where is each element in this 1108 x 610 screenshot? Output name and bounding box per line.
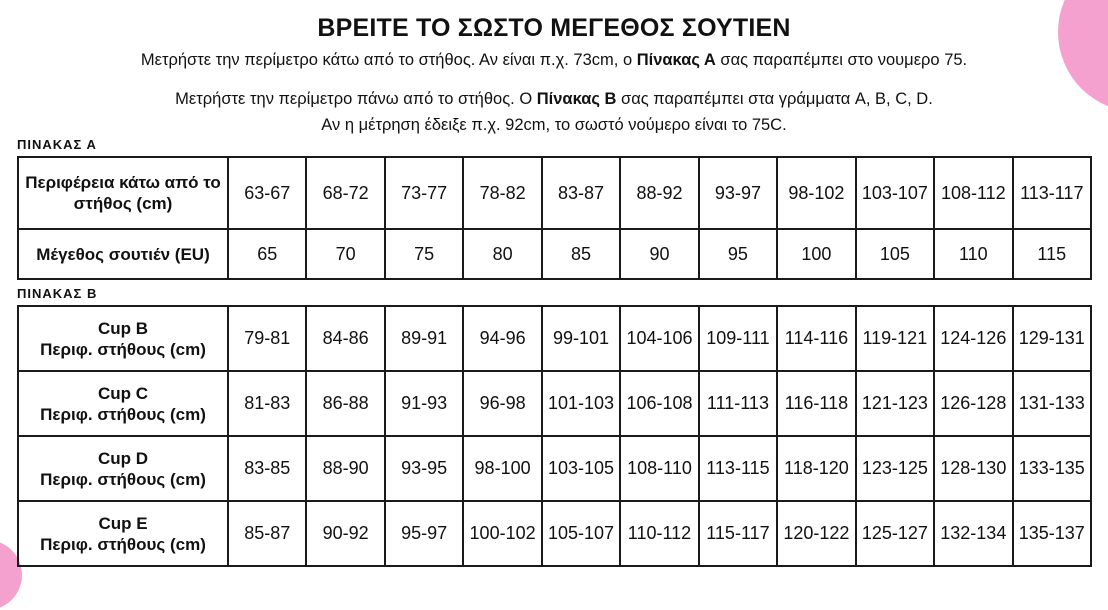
table-cell: 83-85	[228, 436, 306, 501]
table-cell: 95	[699, 229, 777, 279]
table-cell: 98-100	[463, 436, 541, 501]
table-row	[18, 157, 1091, 229]
table-cell: 113-117	[1013, 157, 1091, 229]
instruction-text: σας παραπέμπει στο νουμερο 75.	[715, 51, 968, 69]
table-cell: 128-130	[934, 436, 1012, 501]
cup-sublabel: Περιφ. στήθους (cm)	[40, 404, 206, 424]
table-cell: 88-92	[620, 157, 698, 229]
table-cell: 94-96	[463, 306, 541, 371]
table-cell: 110	[934, 229, 1012, 279]
table-b	[17, 305, 1092, 567]
table-cell: 101-103	[542, 371, 620, 436]
cup-sublabel: Περιφ. στήθους (cm)	[40, 534, 206, 554]
table-cell: 88-90	[306, 436, 384, 501]
table-cell: 131-133	[1013, 371, 1091, 436]
table-cell: 65	[228, 229, 306, 279]
row-header	[18, 501, 228, 566]
table-row	[18, 371, 1091, 436]
row-header	[18, 436, 228, 501]
table-cell: 105-107	[542, 501, 620, 566]
table-cell: 120-122	[777, 501, 855, 566]
table-cell: 100-102	[463, 501, 541, 566]
table-cell: 73-77	[385, 157, 463, 229]
table-cell: 93-95	[385, 436, 463, 501]
table-cell: 95-97	[385, 501, 463, 566]
row-header	[18, 306, 228, 371]
instruction-line-2	[0, 90, 1108, 109]
cup-label: Cup D	[97, 448, 149, 468]
table-cell: 83-87	[542, 157, 620, 229]
table-cell: 90	[620, 229, 698, 279]
cup-label: Cup B	[97, 318, 149, 338]
table-cell: 70	[306, 229, 384, 279]
table-row	[18, 229, 1091, 279]
table-cell: 103-107	[856, 157, 934, 229]
table-cell: 104-106	[620, 306, 698, 371]
cup-label: Cup C	[97, 383, 149, 403]
table-a-reference: Πίνακας Α	[636, 51, 716, 69]
table-cell: 119-121	[856, 306, 934, 371]
table-cell: 116-118	[777, 371, 855, 436]
table-cell: 123-125	[856, 436, 934, 501]
instruction-text: σας παραπέμπει στα γράμματα A, B, C, D.	[616, 90, 933, 108]
instruction-line-1	[0, 51, 1108, 70]
table-cell: 91-93	[385, 371, 463, 436]
table-cell: 118-120	[777, 436, 855, 501]
row-header: Περιφέρεια κάτω από το στήθος (cm)	[18, 157, 228, 229]
cup-sublabel: Περιφ. στήθους (cm)	[40, 469, 206, 489]
table-cell: 103-105	[542, 436, 620, 501]
table-cell: 135-137	[1013, 501, 1091, 566]
table-cell: 125-127	[856, 501, 934, 566]
table-cell: 106-108	[620, 371, 698, 436]
table-cell: 108-110	[620, 436, 698, 501]
table-cell: 109-111	[699, 306, 777, 371]
table-b-reference: Πίνακας Β	[536, 90, 617, 108]
table-row	[18, 501, 1091, 566]
table-cell: 80	[463, 229, 541, 279]
table-cell: 111-113	[699, 371, 777, 436]
table-row	[18, 436, 1091, 501]
table-b-label: ΠΙΝΑΚΑΣ Β	[17, 286, 98, 301]
table-cell: 114-116	[777, 306, 855, 371]
table-cell: 105	[856, 229, 934, 279]
table-cell: 113-115	[699, 436, 777, 501]
table-cell: 68-72	[306, 157, 384, 229]
table-cell: 124-126	[934, 306, 1012, 371]
table-cell: 96-98	[463, 371, 541, 436]
table-a-label: ΠΙΝΑΚΑΣ Α	[17, 137, 97, 152]
table-cell: 100	[777, 229, 855, 279]
table-cell: 93-97	[699, 157, 777, 229]
table-cell: 79-81	[228, 306, 306, 371]
table-cell: 78-82	[463, 157, 541, 229]
table-cell: 85	[542, 229, 620, 279]
cup-label: Cup E	[98, 513, 148, 533]
table-cell: 115	[1013, 229, 1091, 279]
table-cell: 75	[385, 229, 463, 279]
table-cell: 84-86	[306, 306, 384, 371]
row-header	[18, 371, 228, 436]
table-cell: 133-135	[1013, 436, 1091, 501]
table-cell: 90-92	[306, 501, 384, 566]
row-header: Μέγεθος σουτιέν (EU)	[18, 229, 228, 279]
instruction-text: Μετρήστε την περίμετρο πάνω από το στήθος. Ο	[175, 90, 537, 108]
table-cell: 86-88	[306, 371, 384, 436]
cup-sublabel: Περιφ. στήθους (cm)	[40, 339, 206, 359]
table-cell: 129-131	[1013, 306, 1091, 371]
table-cell: 108-112	[934, 157, 1012, 229]
table-cell: 81-83	[228, 371, 306, 436]
table-cell: 126-128	[934, 371, 1012, 436]
table-cell: 98-102	[777, 157, 855, 229]
table-cell: 89-91	[385, 306, 463, 371]
page-title: ΒΡΕΙΤΕ ΤΟ ΣΩΣΤΟ ΜΕΓΕΘΟΣ ΣΟΥΤΙΕΝ	[317, 14, 791, 42]
table-cell: 99-101	[542, 306, 620, 371]
instruction-line-3: Αν η μέτρηση έδειξε π.χ. 92cm, το σωστό νούμερο είναι το 75C.	[321, 116, 787, 134]
table-cell: 115-117	[699, 501, 777, 566]
instruction-text: Μετρήστε την περίμετρο κάτω από το στήθος. Αν είναι π.χ. 73cm, ο	[140, 51, 637, 69]
table-cell: 121-123	[856, 371, 934, 436]
table-cell: 132-134	[934, 501, 1012, 566]
table-cell: 85-87	[228, 501, 306, 566]
table-row	[18, 306, 1091, 371]
table-a	[17, 156, 1092, 280]
table-cell: 110-112	[620, 501, 698, 566]
table-cell: 63-67	[228, 157, 306, 229]
